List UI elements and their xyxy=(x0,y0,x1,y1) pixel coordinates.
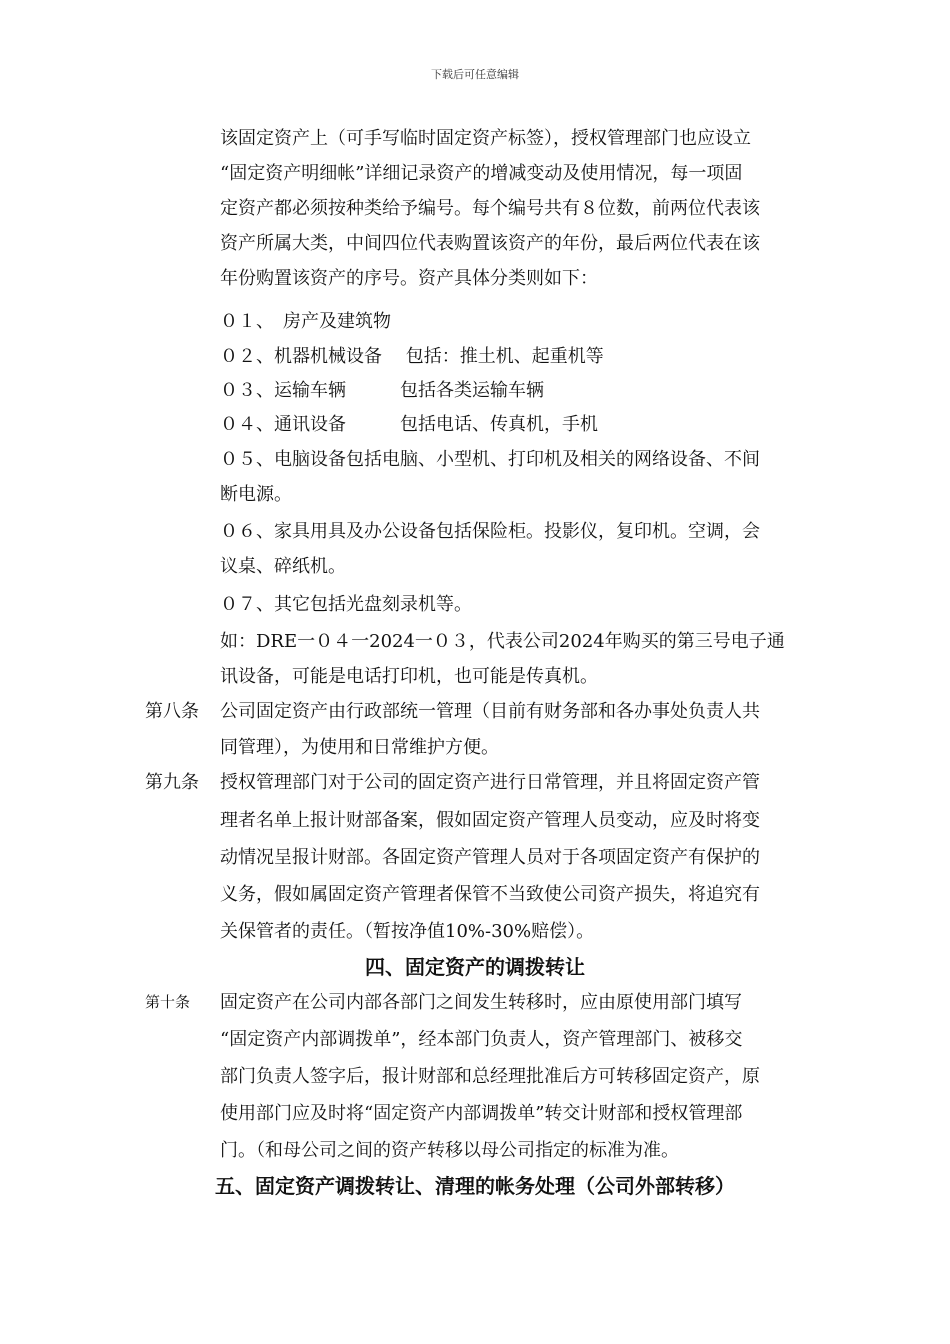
page-header: 下载后可任意编辑 xyxy=(431,68,519,81)
article-9-line: 动情况呈报计财部。各固定资产管理人员对于各项固定资产有保护的 xyxy=(220,847,760,868)
category-line: ０５、电脑设备包括电脑、小型机、打印机及相关的网络设备、不间 xyxy=(220,449,760,470)
paragraph-line: “固定资产明细帐”详细记录资产的增减变动及使用情况，每一项固 xyxy=(220,163,743,184)
paragraph-line: 定资产都必须按种类给予编号。每个编号共有８位数，前两位代表该 xyxy=(220,198,760,219)
section-4-title: 四、固定资产的调拨转让 xyxy=(365,955,585,979)
article-8-line: 公司固定资产由行政部统一管理（目前有财务部和各办事处负责人共 xyxy=(220,701,760,722)
article-8-label: 第八条 xyxy=(145,701,199,722)
article-9-line: 义务，假如属固定资产管理者保管不当致使公司资产损失，将追究有 xyxy=(220,884,760,905)
article-9-label: 第九条 xyxy=(145,772,199,793)
category-line: 议桌、碎纸机。 xyxy=(220,556,346,577)
article-10-line: “固定资产内部调拨单”，经本部门负责人，资产管理部门、被移交 xyxy=(220,1029,743,1050)
article-10-line: 固定资产在公司内部各部门之间发生转移时，应由原使用部门填写 xyxy=(220,992,742,1013)
article-9-line: 关保管者的责任。（暂按净值10%-30%赔偿）。 xyxy=(220,921,595,942)
category-line: 断电源。 xyxy=(220,484,292,505)
article-10-line: 使用部门应及时将“固定资产内部调拨单”转交计财部和授权管理部 xyxy=(220,1103,743,1124)
article-9-line: 理者名单上报计财部备案，假如固定资产管理人员变动，应及时将变 xyxy=(220,810,760,831)
category-line: ０３、运输车辆 包括各类运输车辆 xyxy=(220,380,544,401)
paragraph-line: 资产所属大类，中间四位代表购置该资产的年份，最后两位代表在该 xyxy=(220,233,760,254)
paragraph-line: 该固定资产上（可手写临时固定资产标签），授权管理部门也应设立 xyxy=(220,128,751,149)
category-line: ０２、机器机械设备 包括：推土机、起重机等 xyxy=(220,346,604,367)
article-10-line: 部门负责人签字后，报计财部和总经理批准后方可转移固定资产，原 xyxy=(220,1066,760,1087)
paragraph-line: 年份购置该资产的序号。资产具体分类则如下： xyxy=(220,268,598,289)
category-line: ０６、家具用具及办公设备包括保险柜。投影仪，复印机。空调，会 xyxy=(220,521,760,542)
category-line: ０４、通讯设备 包括电话、传真机，手机 xyxy=(220,414,598,435)
example-line: 讯设备，可能是电话打印机，也可能是传真机。 xyxy=(220,666,598,687)
article-10-label: 第十条 xyxy=(145,993,191,1011)
category-line: ０７、其它包括光盘刻录机等。 xyxy=(220,594,472,615)
example-line: 如：DRE一０４一2024一０３，代表公司2024年购买的第三号电子通 xyxy=(220,631,785,652)
section-5-title: 五、固定资产调拨转让、清理的帐务处理（公司外部转移） xyxy=(215,1174,735,1198)
article-10-line: 门。（和母公司之间的资产转移以母公司指定的标准为准。 xyxy=(220,1140,679,1161)
article-8-line: 同管理），为使用和日常维护方便。 xyxy=(220,737,499,758)
category-line: ０１、 房产及建筑物 xyxy=(220,311,391,332)
article-9-line: 授权管理部门对于公司的固定资产进行日常管理，并且将固定资产管 xyxy=(220,772,760,793)
